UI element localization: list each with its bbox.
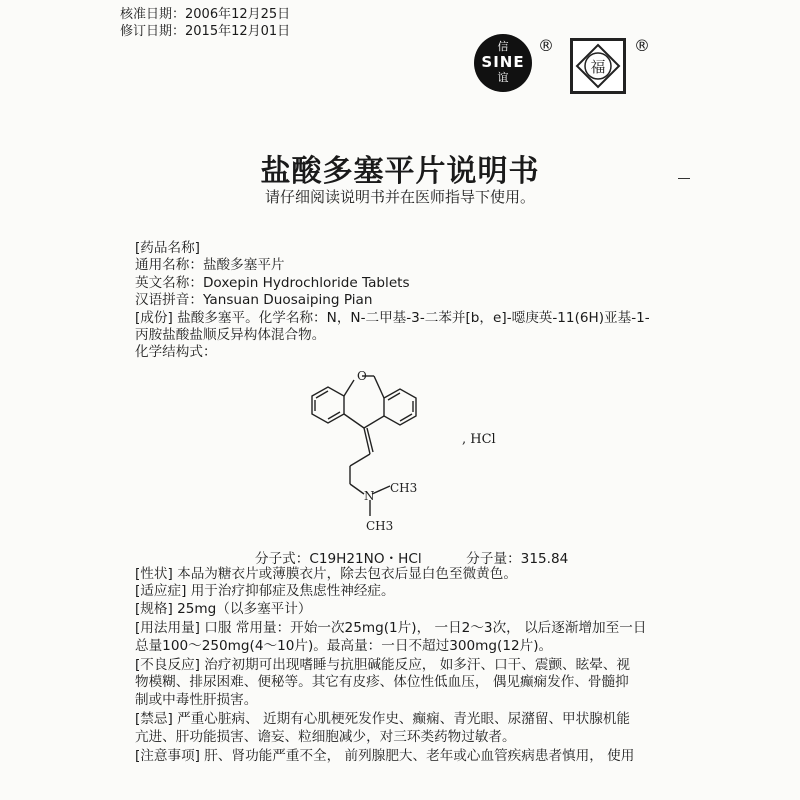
registered-mark-2: ® [634, 36, 650, 55]
leaflet-body-bottom [135, 566, 670, 765]
sine-logo [474, 34, 532, 92]
generic-name: 通用名称：盐酸多塞平片 [135, 257, 285, 274]
english-name: 英文名称：Doxepin Hydrochloride Tablets [135, 274, 410, 291]
fu-logo [570, 38, 626, 94]
stray-mark [678, 178, 690, 179]
molecular-formula: 分子式：C19H21NO・HCl [255, 551, 422, 567]
adverse-line-3: 制或中毒性肝损害。 [135, 691, 258, 708]
structure-label: 化学结构式： [135, 344, 217, 361]
chemical-structure-diagram [300, 358, 420, 538]
pinyin-name: 汉语拼音：Yansuan Duosaiping Pian [135, 292, 373, 309]
methyl-label-top: CH3 [390, 481, 418, 495]
approval-date: 核准日期：2006年12月25日 [120, 7, 291, 22]
sine-logo-bottom-char: 谊 [497, 71, 509, 84]
composition-line-2: 丙胺盐酸盐顺反异构体混合物。 [135, 327, 326, 344]
composition-line-1: [成份] 盐酸多塞平。化学名称：N，N-二甲基-3-二苯并[b，e]-噁庚英-11(6H)亚基-1- [135, 309, 650, 326]
revision-date: 修订日期：2015年12月01日 [120, 24, 291, 39]
page-title: 盐酸多塞平片说明书 [260, 154, 540, 189]
precautions-line-1: [注意事项] 肝、肾功能严重不全， 前列腺肥大、老年或心血管疾病患者慎用， 使用 [135, 748, 635, 765]
formula-line [255, 547, 568, 567]
hcl-label: , HCl [462, 432, 496, 447]
adverse-line-1: [不良反应] 治疗初期可出现嗜睡与抗胆碱能反应， 如多汗、口干、震颤、眩晕、视 [135, 657, 631, 674]
oxygen-label: O [357, 369, 367, 383]
specification: [规格] 25mg（以多塞平计） [135, 600, 312, 617]
page-subtitle: 请仔细阅读说明书并在医师指导下使用。 [264, 188, 535, 206]
contraindications-line-1: [禁忌] 严重心脏病、 近期有心肌梗死发作史、癫痫、青光眼、尿潴留、甲状腺机能 [135, 711, 631, 728]
dosage-line-1: [用法用量] 口服 常用量：开始一次25mg(1片)， 一日2～3次， 以后逐渐增加至一日 [135, 620, 647, 637]
dosage-line-2: 总量100～250mg(4～10片)。最高量：一日不超过300mg(12片)。 [135, 637, 553, 654]
adverse-line-2: 物模糊、排尿困难、便秘等。其它有皮疹、体位性低血压， 偶见癫痫发作、骨髓抑 [135, 674, 629, 691]
indications: [适应症] 用于治疗抑郁症及焦虑性神经症。 [135, 583, 395, 600]
leaflet-body-top [135, 240, 675, 362]
molecular-weight: 分子量：315.84 [466, 551, 569, 567]
fu-char: 福 [590, 58, 606, 76]
nitrogen-label: N [364, 489, 375, 503]
properties: [性状] 本品为糖衣片或薄膜衣片，除去包衣后显白色至微黄色。 [135, 566, 517, 582]
contraindications-line-2: 亢进、肝功能损害、谵妄、粒细胞减少，对三环类药物过敏者。 [135, 728, 516, 745]
registered-mark-1: ® [538, 36, 554, 55]
header-dates [120, 6, 290, 40]
sine-logo-text: SINE [481, 53, 525, 71]
fu-seal-icon [573, 41, 623, 91]
sine-logo-top-char: 信 [497, 40, 509, 53]
methyl-label-bottom: CH3 [366, 519, 394, 533]
drug-name-heading: [药品名称] [135, 240, 200, 256]
